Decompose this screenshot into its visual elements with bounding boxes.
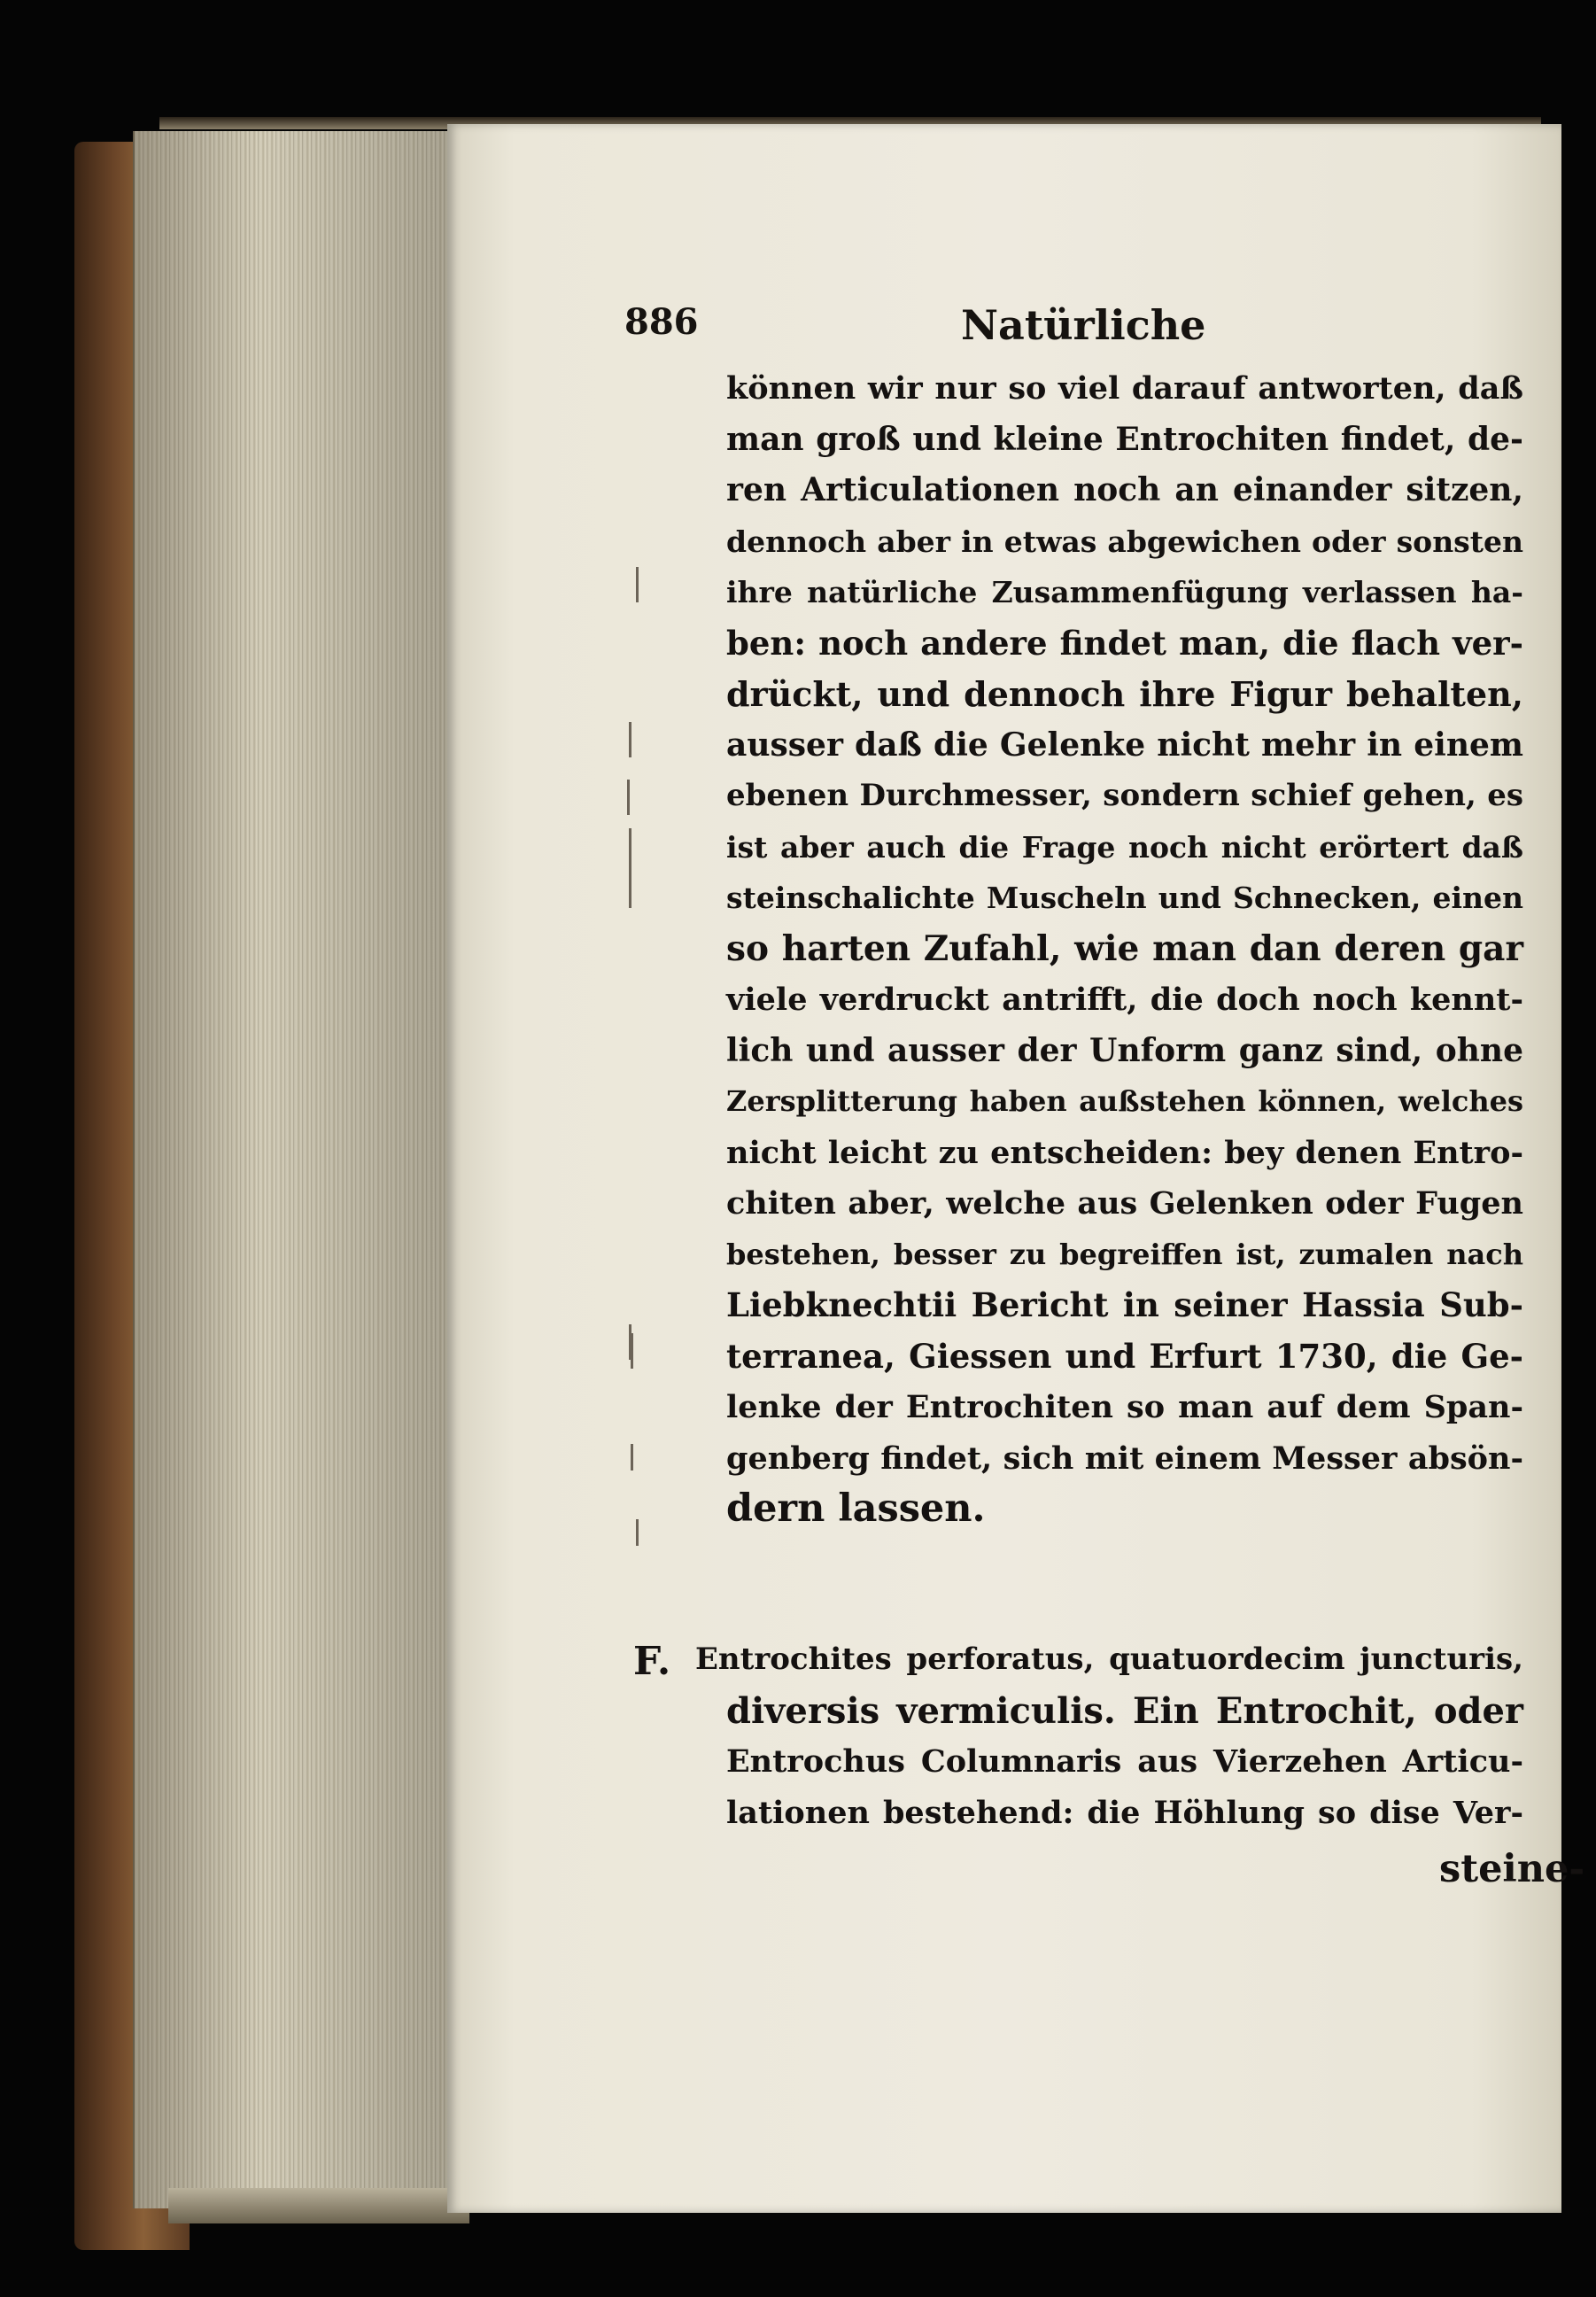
- text-line: dern lassen.: [726, 1486, 986, 1531]
- text-line: so harten Zufahl, wie man dan deren gar: [726, 927, 1523, 969]
- text-line: dennoch aber in etwas abgewichen oder sonsten: [726, 524, 1523, 559]
- text-line: steinschalichte Muscheln und Schnecken, einen: [726, 881, 1523, 915]
- margin-mark: [629, 722, 631, 757]
- text-line: Entrochus Columnaris aus Vierzehen Articu-: [726, 1743, 1523, 1780]
- text-line: diversis vermiculis. Ein Entrochit, oder: [726, 1689, 1523, 1732]
- text-line: viele verdruckt antrifft, die doch noch kennt-: [726, 982, 1523, 1018]
- text-line: man groß und kleine Entrochiten findet, de-: [726, 420, 1523, 458]
- text-line: können wir nur so viel darauf antworten, daß: [726, 370, 1523, 407]
- text-line: ebenen Durchmesser, sondern schief gehen, es: [726, 778, 1523, 813]
- catchword: steine-: [1439, 1847, 1585, 1891]
- text-line: ben: noch andere findet man, die flach ver-: [726, 623, 1523, 663]
- text-line: genberg findet, sich mit einem Messer absön-: [726, 1440, 1523, 1477]
- body-paragraph: [726, 363, 1523, 1535]
- margin-mark: [631, 1444, 633, 1471]
- margin-mark: [629, 1324, 631, 1360]
- text-line: lationen bestehend: die Höhlung so dise Ver-: [726, 1794, 1523, 1831]
- text-line: ren Articulationen noch an einander sitzen,: [726, 471, 1523, 508]
- text-line: Liebknechtii Bericht in seiner Hassia Sub-: [726, 1285, 1523, 1324]
- text-line: chiten aber, welche aus Gelenken oder Fugen: [726, 1185, 1523, 1222]
- text-line: bestehen, besser zu begreiffen ist, zumalen nach: [726, 1237, 1523, 1271]
- text-line: ihre natürliche Zusammenfügung verlassen ha-: [726, 575, 1523, 609]
- margin-mark: [627, 780, 630, 815]
- text-line: Entrochites perforatus, quatuordecim juncturis,: [695, 1641, 1523, 1677]
- entry-letter: F.: [633, 1639, 671, 1684]
- text-line: ist aber auch die Frage noch nicht erörtert daß: [726, 829, 1523, 865]
- margin-mark: [629, 828, 631, 908]
- text-line: ausser daß die Gelenke nicht mehr in einem: [726, 726, 1523, 764]
- text-line: nicht leicht zu entscheiden: bey denen Entro-: [726, 1134, 1523, 1171]
- text-line: lenke der Entrochiten so man auf dem Span-: [726, 1389, 1523, 1425]
- text-line: terranea, Giessen und Erfurt 1730, die Ge-: [726, 1336, 1523, 1376]
- page-stack-shade: [133, 131, 456, 2208]
- entry-paragraph: [695, 1634, 1523, 1838]
- margin-mark: [636, 1519, 639, 1546]
- text-line: Zersplitterung haben außstehen können, welches: [726, 1084, 1523, 1118]
- text-line: lich und ausser der Unform ganz sind, ohne: [726, 1031, 1523, 1069]
- margin-mark: [636, 567, 639, 602]
- page-number: 886: [624, 301, 699, 343]
- text-line: drückt, und dennoch ihre Figur behalten,: [726, 674, 1523, 714]
- running-head: Natürliche: [961, 301, 1206, 349]
- page-stack-bottom: [168, 2188, 469, 2223]
